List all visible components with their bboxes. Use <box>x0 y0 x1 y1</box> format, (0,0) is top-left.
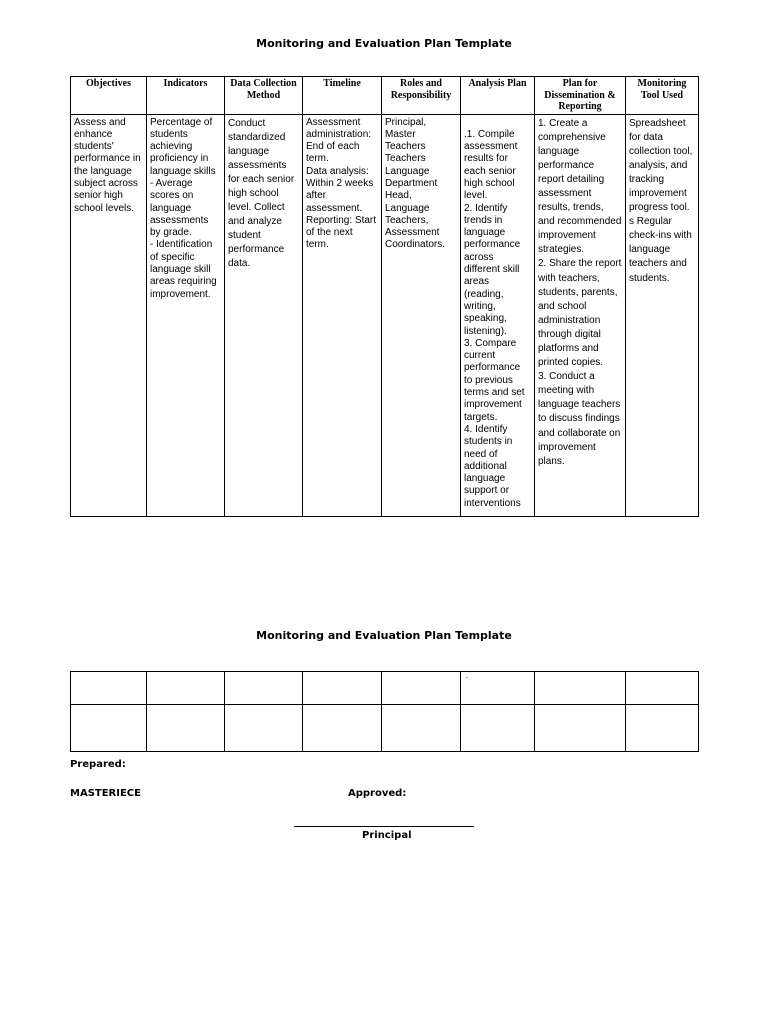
blank-cell <box>535 672 626 705</box>
cell-indicators: Percentage of students achieving proficiency in language skills - Average scores on language assessments by grade. - Identification of specific language skill areas requiring improvement. <box>147 114 225 516</box>
blank-cell <box>626 705 699 752</box>
cell-data-collection-method: Conduct standardized language assessments for each senior high school level. Collect and analyze student performance data. <box>225 114 303 516</box>
blank-cell <box>626 672 699 705</box>
blank-cell <box>71 705 147 752</box>
approved-label: Approved: <box>348 788 407 799</box>
stray-mark: - <box>466 675 468 681</box>
header-monitoring-tool-used: Monitoring Tool Used <box>626 77 699 115</box>
header-roles-and-responsibility: Roles and Responsibility <box>382 77 461 115</box>
prepared-name: MASTERIECE <box>70 788 141 799</box>
blank-cell <box>461 705 535 752</box>
approver-title: Principal <box>362 830 412 841</box>
prepared-label: Prepared: <box>70 759 126 770</box>
blank-cell <box>382 705 461 752</box>
blank-cell <box>71 672 147 705</box>
signature-line <box>294 826 474 827</box>
header-timeline: Timeline <box>303 77 382 115</box>
monitoring-plan-table <box>70 76 699 517</box>
table-row <box>71 672 699 705</box>
cell-objectives: Assess and enhance students' performance in the language subject across senior high school levels. <box>71 114 147 516</box>
table-row <box>71 705 699 752</box>
cell-timeline: Assessment administration: End of each term. Data analysis: Within 2 weeks after assessment. Reporting: Start of the next term. <box>303 114 382 516</box>
blank-template-table <box>70 671 699 752</box>
header-plan-for-dissemination: Plan for Dissemination & Reporting <box>535 77 626 115</box>
header-indicators: Indicators <box>147 77 225 115</box>
blank-cell <box>147 705 225 752</box>
document-title: Monitoring and Evaluation Plan Template <box>256 37 512 50</box>
blank-cell <box>461 672 535 705</box>
table-header-row <box>71 77 699 115</box>
header-objectives: Objectives <box>71 77 147 115</box>
blank-cell <box>535 705 626 752</box>
table-row <box>71 114 699 516</box>
blank-cell <box>303 672 382 705</box>
blank-cell <box>382 672 461 705</box>
cell-plan-for-dissemination: 1. Create a comprehensive language performance report detailing assessment results, trends, and recommended improvement strategies. 2. Share the report with teachers, students, parents, and school administration through digital platforms and printed copies. 3. Conduct a meeting with language teachers to discuss findings and collaborate on improvement plans. <box>535 114 626 516</box>
header-analysis-plan: Analysis Plan <box>461 77 535 115</box>
cell-monitoring-tool-used: Spreadsheet for data collection tool, analysis, and tracking improvement progress tool. s Regular check-ins with language teachers and students. <box>626 114 699 516</box>
blank-cell <box>303 705 382 752</box>
cell-roles-and-responsibility: Principal, Master Teachers Teachers Language Department Head, Language Teachers, Assessment Coordinators. <box>382 114 461 516</box>
blank-cell <box>225 705 303 752</box>
blank-cell <box>147 672 225 705</box>
header-data-collection-method: Data Collection Method <box>225 77 303 115</box>
cell-analysis-plan: .1. Compile assessment results for each senior high school level. 2. Identify trends in language performance across different skill areas (reading, writing, speaking, listening). 3. Compare current performance to previous terms and set improvement targets. 4. Identify students in need of additional language support or interventions <box>461 114 535 516</box>
blank-cell <box>225 672 303 705</box>
second-document-title: Monitoring and Evaluation Plan Template <box>256 629 512 642</box>
